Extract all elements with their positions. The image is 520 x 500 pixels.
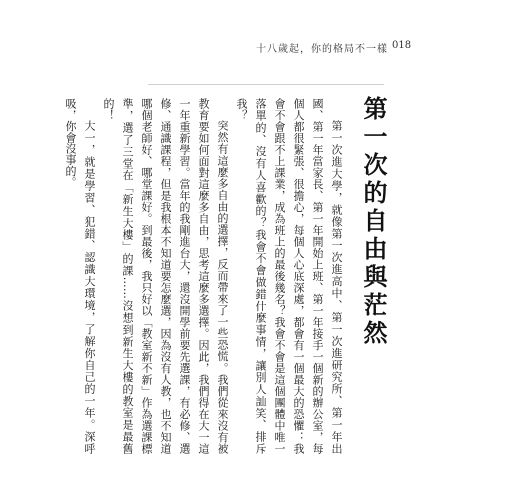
paragraph: 第一次進大學，就像第一次進高中、第一次進研究所、第一年出國、第一年當家長、第一年開始上班、第一年接手一個新的辦公室，每個人都很緊張、很擔心，每個人心底深處，都會有一個最大的恐懼：我會不會跟不上課業，成為班上的最後幾名？我會不會是這個團體中唯一落單的、沒有人喜歡的？我會不會做錯什麼事情，讓別人訕笑、排斥我？ xyxy=(235,98,343,454)
running-header: 十八歲起，你的格局不一樣 xyxy=(256,44,388,55)
page-number: 018 xyxy=(392,40,412,51)
paragraph: 突然有這麼多自由的選擇，反而帶來了一些恐慌。我們從來沒有被教育要如何面對這麼多自由，思考這麼多選擇。因此，我們得在大一這一年重新學習。當年的我剛進台大，還沒開學前要先選課，有必修、選修、通識課程，但是我根本不知道要怎麼選，因為沒有人教，也不知道哪個老師好、哪堂課好。到最後，我只好以「教室新不新」作為選課標準，選了三堂在「新生大樓」的課……沒想到新生大樓的教室是最舊的！ xyxy=(102,98,229,454)
chapter-title: 第一次的自由與茫然 xyxy=(359,96,387,348)
body-text xyxy=(64,98,346,454)
paragraph: 大一，就是學習、犯錯、認識大環境，了解你自己的一年。深呼吸，你會沒事的。 xyxy=(64,98,96,454)
header-rule xyxy=(148,84,384,85)
